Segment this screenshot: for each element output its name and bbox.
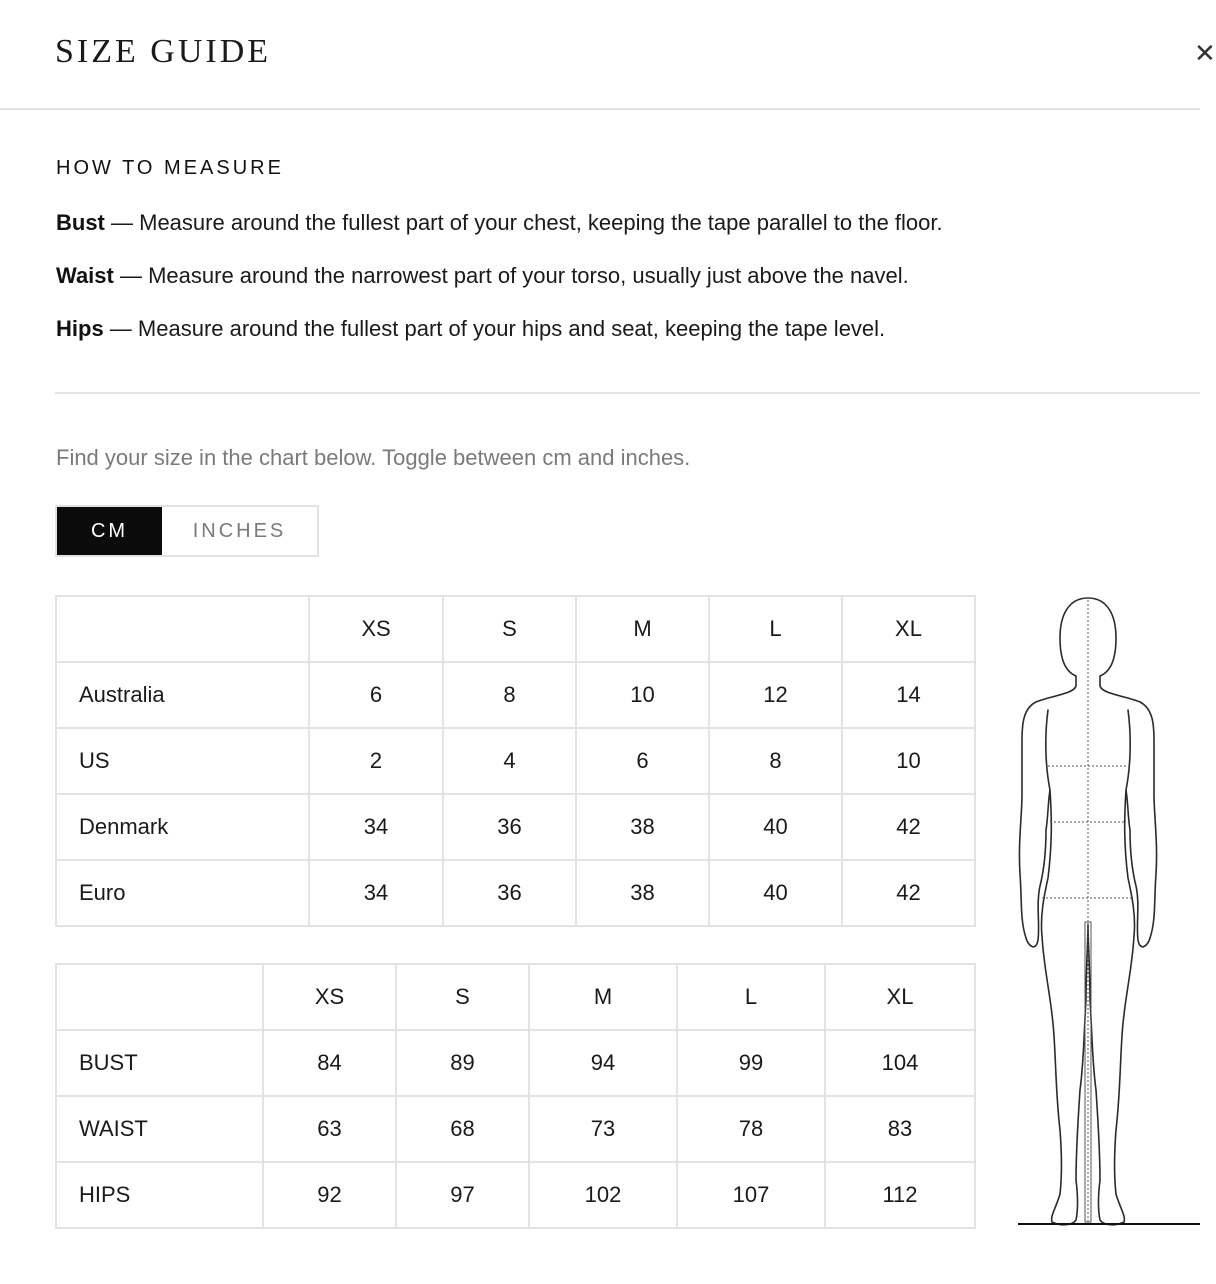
table-header-cell: L — [677, 964, 825, 1030]
table-cell: 38 — [576, 860, 709, 926]
measure-instruction-hips — [56, 314, 885, 344]
unit-toggle — [55, 505, 319, 557]
inches-toggle-button[interactable]: INCHES — [162, 507, 317, 555]
table-header-cell: S — [443, 596, 576, 662]
table-cell: 73 — [529, 1096, 677, 1162]
close-icon[interactable]: ✕ — [1194, 38, 1216, 68]
table-cell: 6 — [309, 662, 443, 728]
table-cell: 10 — [842, 728, 975, 794]
measurement-size-table — [55, 963, 976, 1229]
country-size-table — [55, 595, 976, 927]
table-header-cell: XS — [309, 596, 443, 662]
table-cell: 8 — [709, 728, 842, 794]
table-header-cell: M — [576, 596, 709, 662]
row-label: Denmark — [56, 794, 309, 860]
measure-instruction-waist — [56, 261, 909, 291]
table-cell: 107 — [677, 1162, 825, 1228]
table-header-row — [56, 964, 975, 1030]
table-cell: 34 — [309, 860, 443, 926]
table-cell: 94 — [529, 1030, 677, 1096]
table-cell: 36 — [443, 794, 576, 860]
body-figure-icon — [1010, 590, 1200, 1230]
table-header-row — [56, 596, 975, 662]
row-label: HIPS — [56, 1162, 263, 1228]
table-header-cell — [56, 964, 263, 1030]
table-header-cell: M — [529, 964, 677, 1030]
table-cell: 102 — [529, 1162, 677, 1228]
row-label: Australia — [56, 662, 309, 728]
chart-hint-text: Find your size in the chart below. Toggle between cm and inches. — [56, 445, 691, 470]
table-row — [56, 662, 975, 728]
table-header-cell — [56, 596, 309, 662]
table-header-cell: XL — [825, 964, 975, 1030]
table-cell: 2 — [309, 728, 443, 794]
measure-term: Waist — [56, 263, 114, 288]
table-cell: 78 — [677, 1096, 825, 1162]
table-cell: 36 — [443, 860, 576, 926]
how-to-measure-heading: HOW TO MEASURE — [56, 157, 284, 179]
table-header-cell: S — [396, 964, 529, 1030]
table-row — [56, 1162, 975, 1228]
measure-term: Hips — [56, 316, 104, 341]
table-row — [56, 794, 975, 860]
table-cell: 34 — [309, 794, 443, 860]
row-label: WAIST — [56, 1096, 263, 1162]
table-cell: 104 — [825, 1030, 975, 1096]
measure-description: — Measure around the fullest part of your hips and seat, keeping the tape level. — [103, 316, 886, 341]
header-divider — [0, 108, 1200, 110]
measure-description: — Measure around the narrowest part of your torso, usually just above the navel. — [113, 263, 909, 288]
table-cell: 12 — [709, 662, 842, 728]
table-cell: 10 — [576, 662, 709, 728]
table-cell: 42 — [842, 860, 975, 926]
table-cell: 4 — [443, 728, 576, 794]
table-cell: 97 — [396, 1162, 529, 1228]
table-cell: 99 — [677, 1030, 825, 1096]
table-header-cell: XL — [842, 596, 975, 662]
body-measurement-figure — [1010, 590, 1200, 1230]
row-label: BUST — [56, 1030, 263, 1096]
table-cell: 63 — [263, 1096, 396, 1162]
table-cell: 6 — [576, 728, 709, 794]
table-cell: 84 — [263, 1030, 396, 1096]
table-cell: 92 — [263, 1162, 396, 1228]
table-cell: 83 — [825, 1096, 975, 1162]
table-cell: 112 — [825, 1162, 975, 1228]
table-cell: 38 — [576, 794, 709, 860]
measure-description: — Measure around the fullest part of your chest, keeping the tape parallel to the floor. — [104, 210, 943, 235]
table-cell: 89 — [396, 1030, 529, 1096]
cm-toggle-button[interactable]: CM — [57, 507, 162, 555]
table-row — [56, 860, 975, 926]
section-divider — [55, 392, 1200, 394]
table-cell: 14 — [842, 662, 975, 728]
measure-term: Bust — [56, 210, 105, 235]
row-label: US — [56, 728, 309, 794]
table-row — [56, 1030, 975, 1096]
table-header-cell: XS — [263, 964, 396, 1030]
table-cell: 40 — [709, 860, 842, 926]
table-cell: 40 — [709, 794, 842, 860]
table-row — [56, 728, 975, 794]
table-row — [56, 1096, 975, 1162]
page-title: SIZE GUIDE — [55, 33, 272, 70]
table-cell: 68 — [396, 1096, 529, 1162]
table-cell: 42 — [842, 794, 975, 860]
table-header-cell: L — [709, 596, 842, 662]
measure-instruction-bust — [56, 208, 943, 238]
table-cell: 8 — [443, 662, 576, 728]
row-label: Euro — [56, 860, 309, 926]
